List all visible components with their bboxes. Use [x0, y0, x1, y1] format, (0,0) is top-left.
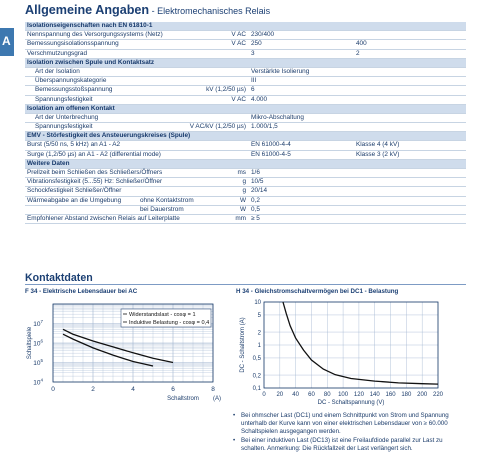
x-tick-label: 220	[432, 392, 444, 398]
table-row	[25, 169, 466, 178]
page-subtitle: - Elektromechanisches Relais	[149, 6, 271, 16]
row-label: Vibrationsfestigkeit (5...55) Hz: Schließer/Öffner	[27, 178, 163, 186]
spec-table	[25, 22, 466, 224]
row-label: Nennspannung des Versorgungssystems (Netz)	[27, 31, 163, 39]
table-section-header	[25, 160, 466, 169]
x-tick-label: 60	[308, 392, 315, 398]
row-value: 10/5	[251, 178, 264, 186]
table-row	[25, 77, 466, 86]
row-label: Weitere Daten	[27, 159, 70, 167]
table-row	[25, 151, 466, 160]
y-tick-label	[33, 378, 43, 387]
row-value: 0,5	[251, 205, 260, 213]
row-label: Spannungsfestigkeit	[35, 95, 93, 103]
x-tick-label: 160	[385, 392, 396, 398]
table-row	[25, 40, 466, 49]
row-label: Überspannungskategorie	[35, 77, 107, 85]
row-value: 6	[251, 86, 255, 94]
row-label: Isolation zwischen Spule und Kontaktsatz	[27, 58, 155, 66]
row-value: 1/6	[251, 169, 260, 176]
x-tick-label: 200	[417, 392, 428, 398]
y-tick-label	[33, 358, 43, 367]
table-row	[25, 50, 466, 59]
row-value: 1.000/1,5	[251, 123, 278, 131]
row-label: Spannungsfestigkeit	[35, 123, 93, 131]
row-label: Bemessungsisolationsspannung	[27, 40, 119, 48]
y-tick-label	[33, 339, 43, 348]
section-divider	[25, 284, 466, 285]
y-tick-label: 0,2	[252, 373, 261, 380]
page-title-main: Allgemeine Angaben	[25, 3, 150, 17]
table-section-header	[25, 59, 466, 68]
row-unit: W	[239, 196, 246, 204]
row-value: Mikro-Abschaltung	[251, 113, 304, 121]
table-row	[25, 197, 466, 206]
x-tick-label: 80	[323, 392, 331, 398]
row-unit: mm	[235, 214, 246, 222]
y-tick-base: 10	[33, 321, 41, 328]
row-value: EN 61000-4-4	[251, 141, 291, 149]
row-label: Bemessungsstoßspannung	[35, 86, 113, 94]
chart-1-title: F 34 - Elektrische Lebensdauer bei AC	[25, 288, 138, 295]
y-tick-label: 1	[257, 343, 261, 350]
row-value: 20/14	[251, 187, 267, 195]
row-label: Burst (5/50 ns, 5 kHz) an A1 - A2	[27, 141, 121, 149]
note-item: • Bei einer induktiven Last (DC13) ist eine Freilaufdiode parallel zur Last zu schalten. Anmerkung: Die Rückfallzeit der Last verlängert sich.	[233, 437, 465, 453]
y-tick-exp: 4	[40, 377, 43, 383]
row-unit: V AC	[231, 40, 246, 48]
legend-label: Widerstandslast - cosφ = 1	[129, 312, 196, 318]
row-unit: W	[239, 205, 246, 213]
row-value: 230/400	[251, 31, 275, 39]
y-tick-exp: 6	[40, 338, 43, 344]
x-tick-label: 120	[353, 392, 364, 398]
table-row	[25, 123, 466, 132]
row-label: Isolation am offenen Kontakt	[27, 104, 115, 112]
y-tick-exp: 7	[40, 319, 43, 324]
y-tick-label: 10	[254, 300, 261, 307]
y-tick-base: 10	[33, 360, 41, 367]
x-tick-label: 0	[51, 386, 55, 393]
row-unit: V AC/kV (1,2/50 µs)	[189, 123, 246, 131]
y-tick-label: 0,5	[252, 356, 261, 363]
row-label: Wärmeabgabe an die Umgebung	[27, 196, 122, 204]
row-label: Schockfestigkeit Schließer/Öffner	[27, 187, 122, 195]
row-label: Isolationseigenschaften nach EN 61810-1	[27, 22, 153, 29]
x-axis-label: DC - Schaltspannung (V)	[317, 400, 385, 406]
row-value: ≥ 5	[251, 214, 260, 222]
x-tick-label: 6	[171, 386, 175, 393]
row-label: Verschmutzungsgrad	[27, 49, 88, 57]
table-row	[25, 178, 466, 187]
y-tick-label: 5	[257, 313, 261, 320]
table-row	[25, 215, 466, 224]
row-sublabel: bei Dauerstrom	[140, 205, 184, 213]
row-value: 4.000	[251, 95, 267, 103]
row-value-2: 400	[356, 40, 367, 48]
y-axis-label: Schaltspiele	[27, 326, 33, 360]
row-value: 3	[251, 49, 255, 57]
y-axis-label: DC - Schaltstrom (A)	[240, 317, 246, 373]
legend-label: Induktive Belastung - cosφ = 0,4	[129, 320, 210, 326]
section-tab-letter: A	[2, 34, 11, 48]
table-row	[25, 187, 466, 196]
row-label: Surge (1,2/50 µs) an A1 - A2 (differential mode)	[27, 150, 161, 158]
y-tick-label: 2	[257, 330, 261, 337]
y-tick-base: 10	[33, 340, 41, 348]
table-section-header	[25, 105, 466, 114]
row-value: Verstärkte Isolierung	[251, 67, 310, 75]
table-row	[25, 96, 466, 105]
x-axis-label: Schaltstrom	[167, 396, 199, 402]
x-tick-label: 0	[262, 392, 266, 398]
x-tick-label: 2	[91, 386, 95, 393]
table-row	[25, 114, 466, 123]
y-tick-exp: 5	[40, 358, 43, 363]
row-sublabel: ohne Kontaktstrom	[140, 196, 194, 204]
note-item: • Bei ohmscher Last (DC1) und einem Schnittpunkt von Strom und Spannung unterhalb der Kurve kann von einer elektrischen Lebensdauer von ≥ 60.000 Schaltspielen ausgegangen werden.	[233, 412, 465, 437]
row-label: Prellzeit beim Schließen des Schließers/Öffners	[27, 169, 163, 176]
table-section-header	[25, 22, 466, 31]
table-row	[25, 31, 466, 40]
x-tick-label: 180	[401, 392, 412, 398]
row-value-2: 2	[356, 49, 360, 57]
row-value-2: Klasse 4 (4 kV)	[356, 141, 400, 149]
row-value: 250	[251, 40, 262, 48]
series-line-1	[283, 302, 438, 384]
x-tick-label: 140	[369, 392, 380, 398]
row-label: Art der Unterbrechung	[35, 113, 99, 121]
row-unit: V AC	[231, 31, 246, 39]
x-tick-label: 8	[211, 386, 215, 393]
y-tick-base: 10	[33, 379, 41, 387]
series-line-2	[63, 334, 153, 366]
y-tick-label: 0,1	[252, 386, 261, 393]
row-label: EMV - Störfestigkeit des Ansteuerungskreises (Spule)	[27, 132, 191, 140]
row-value-2: Klasse 3 (2 kV)	[356, 150, 400, 158]
chart-2-title: H 34 - Gleichstromschaltvermögen bei DC1 - Belastung	[236, 288, 399, 295]
row-unit: kV (1,2/50 µs)	[206, 86, 246, 94]
row-value: 0,2	[251, 196, 260, 204]
page-title	[25, 3, 270, 17]
row-unit: g	[242, 187, 246, 195]
x-tick-label: 20	[276, 392, 284, 398]
row-unit: V AC	[231, 95, 246, 103]
x-axis-unit: (A)	[213, 396, 221, 402]
chart-dc-switching	[236, 296, 450, 406]
row-value: III	[251, 77, 257, 85]
section-tab[interactable]	[0, 28, 14, 56]
x-tick-label: 100	[338, 392, 349, 398]
x-tick-label: 4	[131, 386, 135, 393]
row-unit: ms	[237, 169, 246, 176]
table-row	[25, 206, 466, 215]
row-label: Art der Isolation	[35, 67, 80, 75]
chart-lifetime-ac	[25, 296, 225, 414]
table-row	[25, 86, 466, 95]
table-section-header	[25, 132, 466, 141]
row-unit: g	[242, 178, 246, 186]
section-title: Kontaktdaten	[25, 272, 93, 284]
row-value: EN 61000-4-5	[251, 150, 291, 158]
x-tick-label: 40	[292, 392, 299, 398]
notes-list	[233, 412, 465, 453]
table-row	[25, 141, 466, 150]
row-label: Empfohlener Abstand zwischen Relais auf Leiterplatte	[27, 214, 180, 222]
y-tick-label	[33, 319, 43, 328]
table-row	[25, 68, 466, 77]
